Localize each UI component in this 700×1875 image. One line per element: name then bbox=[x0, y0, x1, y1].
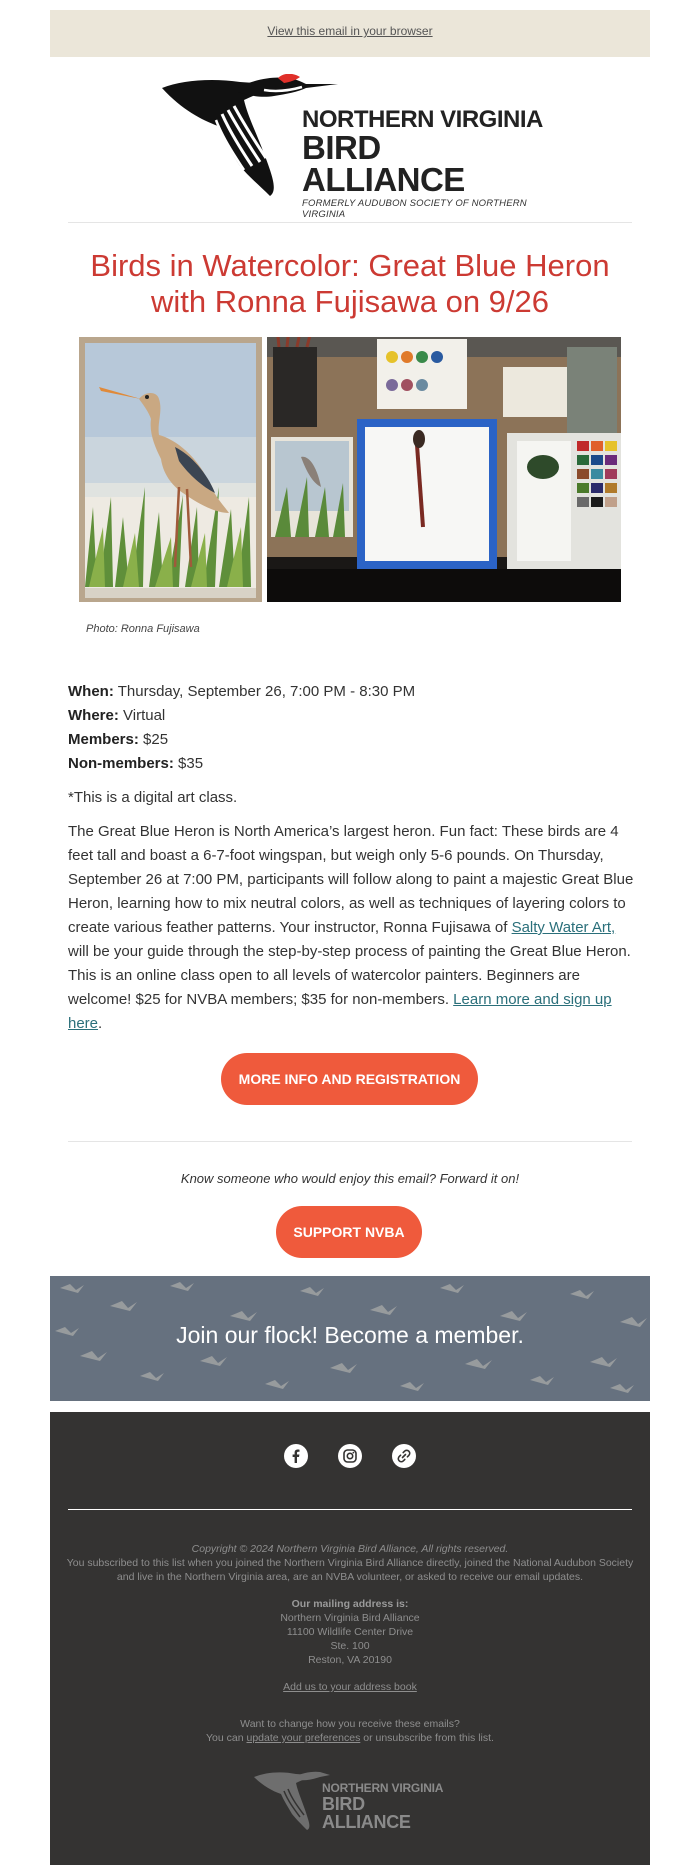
when-row bbox=[68, 680, 634, 704]
view-in-browser-link[interactable]: View this email in your browser bbox=[267, 24, 433, 38]
photo-caption: Photo: Ronna Fujisawa bbox=[86, 623, 200, 635]
logo-wordmark bbox=[302, 108, 548, 220]
join-banner-text: Join our flock! Become a member. bbox=[176, 1322, 524, 1348]
view-in-browser-bar bbox=[50, 10, 650, 57]
address-book-row bbox=[50, 1680, 650, 1694]
link-icon bbox=[396, 1448, 412, 1464]
event-title: Birds in Watercolor: Great Blue Heron with Ronna Fujisawa on 9/26 bbox=[90, 248, 610, 319]
mailing-heading-text: Our mailing address is: bbox=[291, 1598, 409, 1610]
salty-water-art-link[interactable]: Salty Water Art, bbox=[511, 919, 616, 936]
footer-logo-line-2: BIRD ALLIANCE bbox=[322, 1794, 411, 1832]
footer-logo bbox=[250, 1769, 450, 1831]
forward-prompt: Know someone who would enjoy this email? Forward it on! bbox=[180, 1171, 520, 1186]
where-row bbox=[68, 704, 634, 728]
logo-line-1: NORTHERN VIRGINIA bbox=[302, 106, 543, 133]
nonmembers-value: $35 bbox=[178, 755, 204, 772]
digital-class-note: *This is a digital art class. bbox=[68, 789, 238, 806]
preferences-row bbox=[50, 1731, 650, 1745]
members-row bbox=[68, 728, 634, 752]
learn-more-link[interactable]: Learn more and sign up here bbox=[68, 991, 612, 1032]
event-details bbox=[68, 680, 634, 1036]
description-part-3: . bbox=[98, 1015, 103, 1032]
mailing-address-heading bbox=[50, 1597, 650, 1611]
facebook-link[interactable] bbox=[284, 1444, 308, 1468]
logo-line-3: FORMERLY AUDUBON SOCIETY OF NORTHERN VIRGINIA bbox=[302, 198, 527, 220]
nonmembers-row bbox=[68, 752, 634, 776]
facebook-icon bbox=[288, 1448, 304, 1464]
unsubscribe-text: or unsubscribe from this list. bbox=[360, 1732, 494, 1744]
when-label: When: bbox=[68, 683, 114, 700]
change-emails-text: Want to change how you receive these emails? bbox=[240, 1718, 460, 1730]
description-part-1: The Great Blue Heron is North America’s largest heron. Fun fact: These birds are 4 feet tall and boast a 6-7-foot wingspan, but weigh only 5-6 pounds. On Thursday, September 26 at 7:00 PM, participants will follow along to paint a majestic Great Blue Heron, learning how to mix neutral colors, as well as techniques of layering colors to create various feather patterns. Your instructor, Ronna Fujisawa of bbox=[68, 823, 634, 936]
address-street: 11100 Wildlife Center Drive bbox=[286, 1626, 414, 1638]
where-value: Virtual bbox=[123, 707, 166, 724]
members-value: $25 bbox=[143, 731, 169, 748]
support-nvba-button[interactable]: SUPPORT NVBA bbox=[276, 1206, 422, 1258]
address-city: Reston, VA 20190 bbox=[308, 1654, 392, 1666]
heron-painting-photo bbox=[79, 337, 262, 602]
footer-logo-line-1: NORTHERN VIRGINIA bbox=[322, 1781, 444, 1795]
logo-line-2: BIRD ALLIANCE bbox=[302, 129, 465, 198]
subscribed-line-1: You subscribed to this list when you joined the Northern Virginia Bird Alliance directly, joined the National Audubon Society bbox=[66, 1557, 634, 1569]
footer bbox=[50, 1412, 650, 1865]
when-value: Thursday, September 26, 7:00 PM - 8:30 PM bbox=[117, 683, 416, 700]
nonmembers-label: Non-members: bbox=[68, 755, 174, 772]
art-supplies-photo bbox=[267, 337, 621, 602]
nvba-logo[interactable] bbox=[152, 74, 548, 220]
members-label: Members: bbox=[68, 731, 139, 748]
copyright-text: Copyright © 2024 Northern Virginia Bird Alliance, All rights reserved. bbox=[191, 1543, 509, 1555]
description-part-2: will be your guide through the step-by-step process of painting the Great Blue Heron. This is an online class open to all levels of watercolor painters. Beginners are welcome! $25 for NVBA members; $35 for non-members. bbox=[68, 943, 631, 1008]
instagram-link[interactable] bbox=[338, 1444, 362, 1468]
event-description bbox=[68, 820, 634, 1036]
address-suite: Ste. 100 bbox=[330, 1640, 370, 1652]
divider-top bbox=[68, 222, 632, 223]
footer-logo-wordmark bbox=[322, 1782, 450, 1831]
where-label: Where: bbox=[68, 707, 119, 724]
add-address-book-link[interactable]: Add us to your address book bbox=[283, 1681, 417, 1693]
footer-divider bbox=[68, 1509, 632, 1510]
update-preferences-link[interactable]: update your preferences bbox=[246, 1732, 361, 1744]
you-can-text: You can bbox=[206, 1732, 247, 1744]
footer-woodpecker-icon bbox=[250, 1769, 330, 1831]
address-name: Northern Virginia Bird Alliance bbox=[280, 1612, 420, 1624]
more-info-registration-button[interactable]: MORE INFO AND REGISTRATION bbox=[221, 1053, 478, 1105]
divider-middle bbox=[68, 1141, 632, 1142]
website-link[interactable] bbox=[392, 1444, 416, 1468]
join-membership-banner[interactable] bbox=[50, 1276, 650, 1401]
instagram-icon bbox=[342, 1448, 358, 1464]
subscribed-line-2: and live in the Northern Virginia area, are an NVBA volunteer, or asked to receive our email updates. bbox=[116, 1571, 584, 1583]
